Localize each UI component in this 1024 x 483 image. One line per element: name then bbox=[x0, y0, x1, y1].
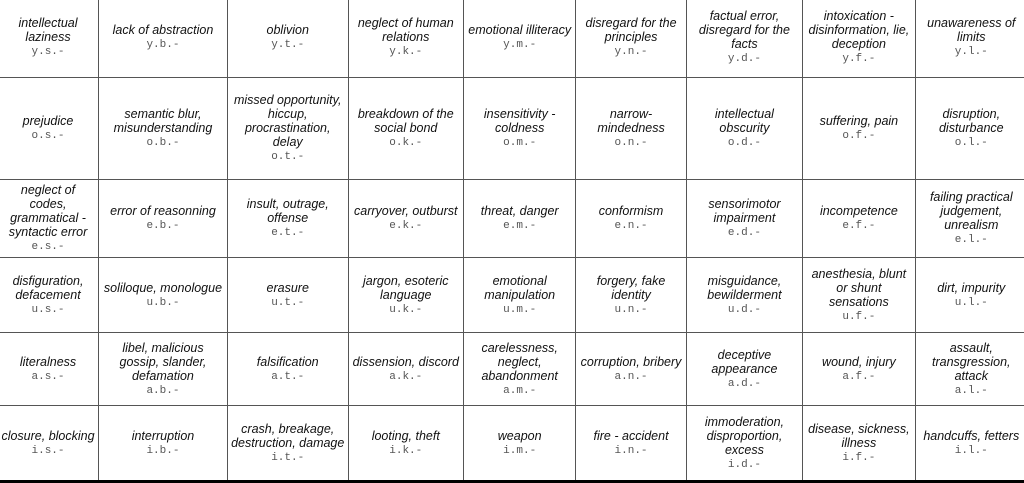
cell-term: wound, injury bbox=[822, 354, 896, 369]
cell-code: i.s.- bbox=[31, 445, 65, 457]
grid-cell bbox=[99, 406, 228, 481]
cell-code: a.l.- bbox=[954, 384, 988, 397]
cell-code: y.d.- bbox=[727, 53, 761, 65]
cell-term: sensorimotor impairment bbox=[708, 197, 781, 225]
grid-cell bbox=[915, 78, 1024, 180]
cell-term: misguidance, bewilderment bbox=[707, 273, 782, 302]
cell-code: u.k.- bbox=[389, 303, 423, 316]
cell-term: conformism bbox=[598, 204, 664, 218]
grid-cell bbox=[686, 0, 803, 78]
cell-code: y.l.- bbox=[954, 46, 988, 58]
cell-code: i.m.- bbox=[503, 445, 537, 457]
grid-cell bbox=[576, 406, 686, 481]
cell-code: e.t.- bbox=[271, 227, 305, 239]
cell-code: u.l.- bbox=[954, 296, 988, 309]
grid-cell bbox=[686, 180, 803, 258]
cell-code: e.d.- bbox=[727, 227, 761, 239]
cell-code: y.f.- bbox=[842, 53, 876, 65]
cell-term: interruption bbox=[131, 429, 195, 443]
cell-code: a.b.- bbox=[146, 384, 180, 397]
cell-term: disregard for the principles bbox=[585, 16, 677, 44]
cell-code: o.d.- bbox=[727, 137, 761, 149]
grid-cell bbox=[227, 333, 348, 406]
grid-cell bbox=[464, 180, 576, 258]
cell-term: disfiguration, defacement bbox=[12, 273, 84, 302]
cell-code: u.m.- bbox=[503, 303, 537, 316]
grid-cell bbox=[576, 333, 686, 406]
grid-cell bbox=[99, 333, 228, 406]
grid-cell bbox=[686, 406, 803, 481]
cell-code: i.l.- bbox=[954, 445, 988, 457]
cell-code: o.k.- bbox=[389, 137, 423, 149]
cell-term: fire - accident bbox=[593, 429, 669, 443]
cell-term: insensitivity - coldness bbox=[483, 107, 556, 135]
grid-cell bbox=[0, 180, 99, 258]
grid-cell bbox=[464, 0, 576, 78]
cell-term: carryover, outburst bbox=[354, 204, 458, 218]
grid-cell bbox=[803, 406, 915, 481]
grid-row bbox=[0, 78, 1024, 180]
cell-code: o.f.- bbox=[842, 130, 876, 142]
cell-term: intellectual laziness bbox=[18, 16, 78, 44]
grid-cell bbox=[803, 78, 915, 180]
cell-term: falsification bbox=[256, 354, 319, 369]
cell-code: i.k.- bbox=[389, 445, 423, 457]
cell-term: suffering, pain bbox=[819, 114, 899, 128]
grid-cell bbox=[348, 258, 463, 333]
cell-term: closure, blocking bbox=[1, 429, 95, 443]
cell-code: y.t.- bbox=[271, 39, 305, 51]
cell-term: emotional manipulation bbox=[484, 273, 556, 302]
grid-cell bbox=[99, 180, 228, 258]
cell-code: a.f.- bbox=[842, 370, 876, 383]
grid-cell bbox=[99, 258, 228, 333]
cell-code: e.m.- bbox=[503, 220, 537, 232]
grid-cell bbox=[227, 0, 348, 78]
grid-cell bbox=[0, 333, 99, 406]
cell-term: crash, breakage, destruction, damage bbox=[231, 422, 345, 450]
cell-term: semantic blur, misunderstanding bbox=[113, 107, 213, 135]
grid-cell bbox=[803, 333, 915, 406]
cell-code: e.f.- bbox=[842, 220, 876, 232]
cell-code: e.l.- bbox=[954, 234, 988, 246]
cell-term: intoxication - disinformation, lie, deception bbox=[808, 9, 910, 51]
grid-cell bbox=[803, 0, 915, 78]
grid-cell bbox=[0, 0, 99, 78]
cell-code: u.b.- bbox=[146, 296, 180, 309]
grid-row bbox=[0, 180, 1024, 258]
cell-term: unawareness of limits bbox=[927, 16, 1016, 44]
cell-term: erasure bbox=[266, 280, 309, 295]
cell-code: i.t.- bbox=[271, 452, 305, 464]
cell-code: y.s.- bbox=[31, 46, 65, 58]
cell-term: assault, transgression, attack bbox=[932, 340, 1011, 383]
cell-term: soliloque, monologue bbox=[103, 280, 223, 295]
cell-term: incompetence bbox=[819, 204, 898, 218]
cell-code: u.s.- bbox=[31, 303, 65, 316]
grid-cell bbox=[227, 180, 348, 258]
cell-code: u.t.- bbox=[271, 296, 305, 309]
cell-code: a.d.- bbox=[727, 377, 761, 390]
grid-cell bbox=[0, 406, 99, 481]
grid-cell bbox=[915, 258, 1024, 333]
cell-code: a.t.- bbox=[271, 370, 305, 383]
cell-code: i.f.- bbox=[842, 452, 876, 464]
cell-term: narrow-mindedness bbox=[597, 107, 665, 135]
cell-term: neglect of human relations bbox=[357, 16, 454, 44]
grid-cell bbox=[227, 258, 348, 333]
cell-code: y.n.- bbox=[614, 46, 648, 58]
cell-term: breakdown of the social bond bbox=[357, 107, 454, 135]
grid-cell bbox=[0, 78, 99, 180]
grid-cell bbox=[0, 258, 99, 333]
cell-term: deceptive appearance bbox=[711, 347, 778, 376]
cell-code: e.k.- bbox=[389, 220, 423, 232]
grid-cell bbox=[464, 406, 576, 481]
cell-term: handcuffs, fetters bbox=[923, 429, 1020, 443]
cell-term: error of reasonning bbox=[110, 204, 216, 218]
cell-term: prejudice bbox=[22, 114, 74, 128]
cell-code: i.d.- bbox=[727, 459, 761, 471]
grid-cell bbox=[227, 406, 348, 481]
cell-code: o.s.- bbox=[31, 130, 65, 142]
cell-code: u.f.- bbox=[842, 310, 876, 323]
cell-term: emotional illiteracy bbox=[468, 23, 572, 37]
cell-term: oblivion bbox=[266, 23, 309, 37]
cell-code: e.n.- bbox=[614, 220, 648, 232]
grid-cell bbox=[803, 180, 915, 258]
cell-term: missed opportunity, hiccup, procrastination, delay bbox=[233, 93, 342, 149]
cell-code: y.b.- bbox=[146, 39, 180, 51]
cell-term: weapon bbox=[497, 429, 542, 443]
grid-cell bbox=[227, 78, 348, 180]
grid-cell bbox=[464, 258, 576, 333]
cell-code: y.m.- bbox=[503, 39, 537, 51]
cell-term: libel, malicious gossip, slander, defamation bbox=[119, 340, 207, 383]
grid-cell bbox=[576, 0, 686, 78]
cell-code: o.t.- bbox=[271, 151, 305, 163]
cell-term: threat, danger bbox=[480, 204, 559, 218]
grid-cell bbox=[915, 333, 1024, 406]
cell-code: o.n.- bbox=[614, 137, 648, 149]
cell-code: u.d.- bbox=[727, 303, 761, 316]
grid-row bbox=[0, 258, 1024, 333]
cell-term: disease, sickness, illness bbox=[808, 422, 910, 450]
grid-cell bbox=[348, 0, 463, 78]
grid-cell bbox=[576, 180, 686, 258]
cell-code: y.k.- bbox=[389, 46, 423, 58]
cell-code: a.n.- bbox=[614, 370, 648, 383]
cell-code: e.s.- bbox=[31, 241, 65, 253]
grid-cell bbox=[915, 406, 1024, 481]
grid-cell bbox=[348, 78, 463, 180]
grid-cell bbox=[464, 333, 576, 406]
grid-cell bbox=[99, 0, 228, 78]
grid-cell bbox=[915, 180, 1024, 258]
grid-cell bbox=[686, 258, 803, 333]
cell-code: a.s.- bbox=[31, 370, 65, 383]
cell-term: carelessness, neglect, abandonment bbox=[481, 340, 558, 383]
cell-code: o.m.- bbox=[503, 137, 537, 149]
cell-term: factual error, disregard for the facts bbox=[698, 9, 790, 51]
cell-term: forgery, fake identity bbox=[596, 273, 666, 302]
grid-cell bbox=[576, 258, 686, 333]
cell-term: anesthesia, blunt or shunt sensations bbox=[811, 266, 907, 309]
grid-cell bbox=[686, 333, 803, 406]
grid-cell bbox=[348, 180, 463, 258]
grid-cell bbox=[348, 333, 463, 406]
cell-term: corruption, bribery bbox=[580, 354, 682, 369]
cell-term: immoderation, disproportion, excess bbox=[704, 415, 785, 457]
grid-row bbox=[0, 0, 1024, 78]
cell-term: failing practical judgement, unrealism bbox=[929, 190, 1013, 232]
cell-term: lack of abstraction bbox=[112, 23, 214, 37]
cell-code: u.n.- bbox=[614, 303, 648, 316]
grid-cell bbox=[348, 406, 463, 481]
cell-term: intellectual obscurity bbox=[714, 107, 774, 135]
cell-term: jargon, esoteric language bbox=[363, 273, 449, 302]
grid-row bbox=[0, 406, 1024, 481]
cell-code: e.b.- bbox=[146, 220, 180, 232]
cell-term: neglect of codes, grammatical - syntactic error bbox=[8, 183, 88, 239]
grid-cell bbox=[686, 78, 803, 180]
cell-code: i.b.- bbox=[146, 445, 180, 457]
grid-cell bbox=[464, 78, 576, 180]
cell-code: a.k.- bbox=[389, 370, 423, 383]
cell-term: dissension, discord bbox=[352, 354, 459, 369]
cell-term: insult, outrage, offense bbox=[246, 197, 329, 225]
grid-cell bbox=[803, 258, 915, 333]
cell-code: o.l.- bbox=[954, 137, 988, 149]
cell-term: literalness bbox=[19, 354, 77, 369]
cell-code: i.n.- bbox=[614, 445, 648, 457]
grid-cell bbox=[576, 78, 686, 180]
grid-row bbox=[0, 333, 1024, 406]
grid-cell bbox=[99, 78, 228, 180]
grid-cell bbox=[915, 0, 1024, 78]
cell-term: looting, theft bbox=[371, 429, 440, 443]
cell-code: a.m.- bbox=[503, 384, 537, 397]
cell-term: disruption, disturbance bbox=[938, 107, 1004, 135]
cell-code: o.b.- bbox=[146, 137, 180, 149]
cell-term: dirt, impurity bbox=[937, 280, 1006, 295]
